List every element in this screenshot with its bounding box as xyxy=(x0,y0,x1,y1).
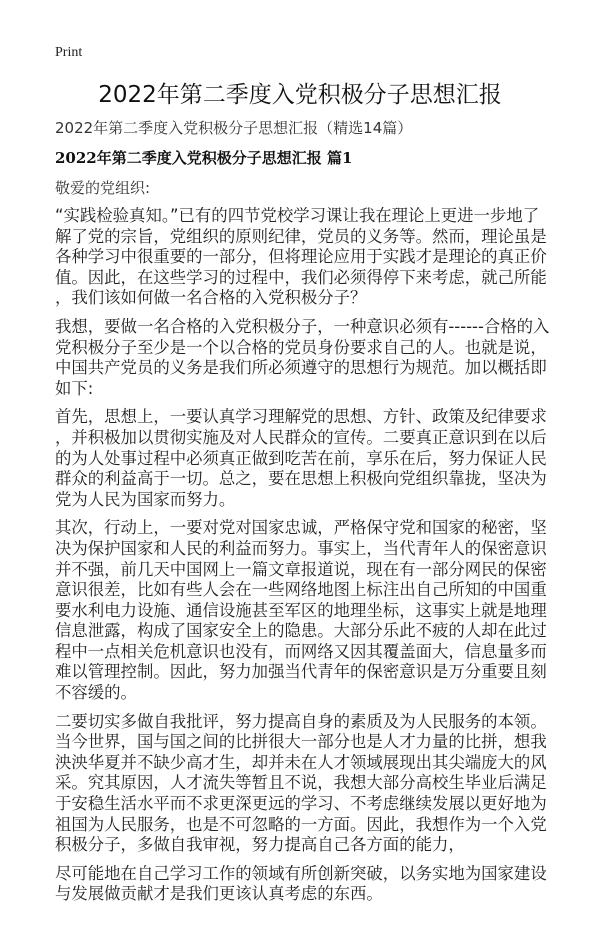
paragraph-5 xyxy=(55,712,550,856)
paragraph-line: ，但将理论应用于实践才是理论的真正价值。因此，在这些学习的过程中，我们必 xyxy=(55,247,547,287)
paragraph-line: 与国之间的比拼很大一部分也是人才力量的比拼，想我泱泱华夏并不缺少高才生， xyxy=(55,732,547,772)
document-subtitle: 2022年第二季度入党积极分子思想汇报（精选14篇） xyxy=(55,119,413,137)
paragraph-6 xyxy=(55,864,550,905)
paragraph-line: 其次，行动上，一要对党对国家忠诚，严格保守党和国家的秘密，坚决为保护国家 xyxy=(55,518,547,558)
paragraph-line: 和人民的利益而努力。事实上，当代青年人的保密意识并不强，前几天中国网上一 xyxy=(55,538,547,579)
paragraph-line: 却并未在人才领域展现出其尖端庞大的风采。究其原因，人才流失等暂且不说，我 xyxy=(55,752,547,793)
section-heading: 2022年第二季度入党积极分子思想汇报 篇1 xyxy=(55,149,353,167)
paragraph-line: 积极向党组织靠拢，坚决为党为人民为国家而努力。 xyxy=(55,469,547,509)
greeting: 敬爱的党组织: xyxy=(55,179,151,197)
paragraph-line: 上标注出自己所知的中国重要水利电力设施、通信设施甚至军区的地理坐标，这事 xyxy=(55,580,547,620)
paragraph-line: 贯彻实施及对人民群众的宣传。二要真正意识到在以后的为人处事过程中必须真正 xyxy=(55,427,547,468)
paragraph-line: 尽可能地在自己学习工作的领域有所创新突破，以务实地为国家建设与发展做贡献 xyxy=(55,863,547,904)
paragraph-line: 二要切实多做自我批评，努力提高自身的素质及为人民服务的本领。当今世界，国 xyxy=(55,711,547,752)
paragraph-line: 想大部分高校生毕业后满足于安稳生活水平而不求更深更远的学习、不考虑继续发 xyxy=(55,773,547,814)
paragraph-line: 。因此，努力加强当代青年的保密意识是万分重要且刻不容缓的。 xyxy=(55,662,547,703)
paragraph-2 xyxy=(55,317,550,399)
paragraph-line: 积极分子，多做自我审视，努力提高自己各方面的能力， xyxy=(55,835,465,855)
paragraph-4 xyxy=(55,518,550,703)
paragraph-line: 少是一个以合格的党员身份要求自己的人。也就是说，中国共产党员的义务是我们 xyxy=(55,337,547,378)
paragraph-line: ，党组织的原则纪律，党员的义务等。然而，理论虽是各种学习中很重要的一部分 xyxy=(55,226,547,267)
paragraph-line: 篇文章报道说，现在有一部分网民的保密意识很差，比如有些人会在一些网络地图 xyxy=(55,559,547,600)
paragraph-1 xyxy=(55,206,550,309)
paragraph-line: 首先，思想上，一要认真学习理解党的思想、方针、政策及纪律要求，并积极加以 xyxy=(55,407,547,447)
document-title: 2022年第二季度入党积极分子思想汇报 xyxy=(98,82,502,108)
paragraph-line: 才是我们更该认真考虑的东西。 xyxy=(153,884,383,904)
paragraph-line: “实践检验真知。”已有的四节党校学习课让我在理论上更进一步地了解了党的宗旨 xyxy=(55,206,540,246)
paragraph-line: 须得停下来考虑，就己所能，我们该如何做一名合格的入党积极分子？ xyxy=(55,267,547,308)
paragraph-line: 实上就是地理信息泄露，构成了国家安全上的隐患。大部分乐此不疲的人却在此过 xyxy=(55,600,547,641)
print-link[interactable]: Print xyxy=(55,45,83,60)
paragraph-line: 所必须遵守的思想行为规范。加以概括即如下: xyxy=(55,358,547,398)
paragraph-line: 我想，要做一名合格的入党积极分子，一种意识必须有------合格的入党积极分子至 xyxy=(55,316,550,357)
paragraph-line: 程中一点相关危机意识也没有，而网络又因其覆盖面大，信息量多而难以管理控制 xyxy=(55,641,547,682)
paragraph-3 xyxy=(55,407,550,510)
paragraph-line: 做到吃苦在前，享乐在后，努力保证人民群众的利益高于一切。总之，要在思想上 xyxy=(55,448,547,489)
paragraph-line: 展以更好地为祖国为人民服务，也是不可忽略的一方面。因此，我想作为一个入党 xyxy=(55,794,547,834)
